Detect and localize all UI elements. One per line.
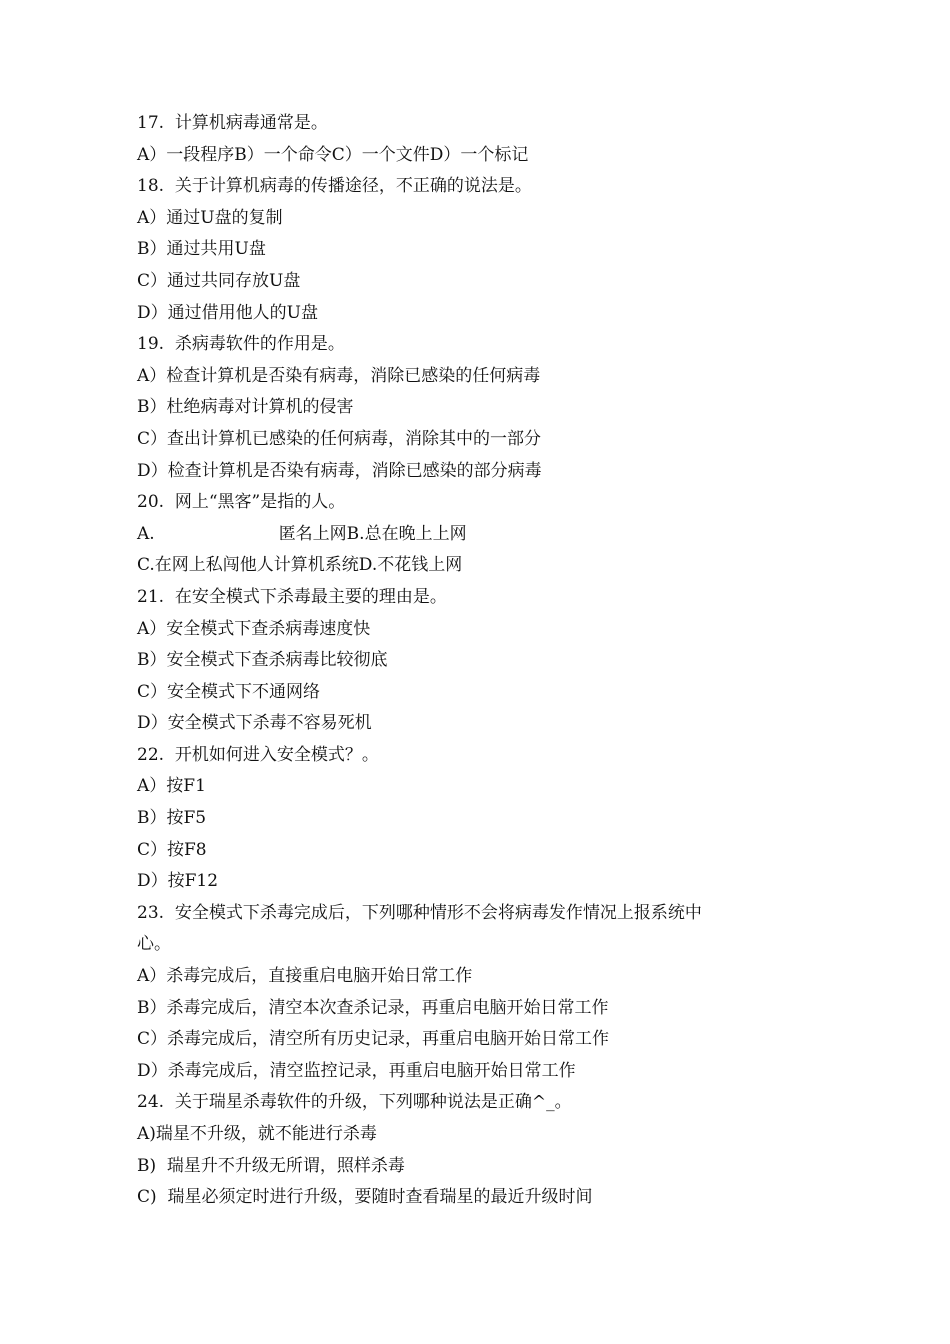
- question-23-option-c: C）杀毒完成后，清空所有历史记录，再重启电脑开始日常工作: [137, 1029, 610, 1050]
- question-22-option-b: B）按F5: [137, 808, 207, 829]
- question-21-option-a: A）安全模式下查杀病毒速度快: [137, 618, 371, 639]
- question-23: 23. 安全模式下杀毒完成后，下列哪种情形不会将病毒发作情况上报系统中: [137, 902, 702, 923]
- question-24-option-c: C) 瑞星必须定时进行升级，要随时查看瑞星的最近升级时间: [137, 1187, 593, 1208]
- question-23-option-a: A）杀毒完成后，直接重启电脑开始日常工作: [137, 966, 473, 987]
- question-23-continuation: 心。: [137, 934, 171, 955]
- question-21-option-b: B）安全模式下查杀病毒比较彻底: [137, 650, 388, 671]
- question-20-options-cd: C.在网上私闯他人计算机系统D.不花钱上网: [137, 555, 463, 576]
- question-23-option-d: D）杀毒完成后，清空监控记录，再重启电脑开始日常工作: [137, 1060, 576, 1081]
- question-19: 19. 杀病毒软件的作用是。: [137, 334, 345, 355]
- question-21: 21. 在安全模式下杀毒最主要的理由是。: [137, 586, 447, 607]
- question-21-option-c: C）安全模式下不通网络: [137, 681, 321, 702]
- question-22-option-d: D）按F12: [137, 871, 219, 892]
- question-23-option-b: B）杀毒完成后，清空本次查杀记录，再重启电脑开始日常工作: [137, 997, 609, 1018]
- question-20: 20. 网上“黑客”是指的人。: [137, 492, 346, 513]
- question-22: 22. 开机如何进入安全模式？。: [137, 744, 379, 765]
- question-20-options-ab: [137, 519, 817, 551]
- question-18-option-b: B）通过共用U盘: [137, 239, 266, 260]
- question-24-option-a: A)瑞星不升级，就不能进行杀毒: [137, 1124, 377, 1144]
- question-17: 17. 计算机病毒通常是。: [137, 113, 328, 133]
- question-21-option-d: D）安全模式下杀毒不容易死机: [137, 713, 372, 734]
- question-list: [137, 108, 817, 1214]
- question-19-option-a: A）检查计算机是否染有病毒，消除已感染的任何病毒: [137, 365, 541, 386]
- question-19-option-b: B）杜绝病毒对计算机的侵害: [137, 397, 354, 418]
- question-20-option-a-label: A.: [137, 523, 155, 544]
- question-19-option-d: D）检查计算机是否染有病毒，消除已感染的部分病毒: [137, 460, 542, 481]
- question-22-option-a: A）按F1: [137, 776, 206, 797]
- question-20-option-a-b-text: 匿名上网B.总在晚上上网: [278, 523, 467, 544]
- question-18-option-a: A）通过U盘的复制: [137, 207, 283, 228]
- question-24: 24. 关于瑞星杀毒软件的升级，下列哪种说法是正确^_。: [137, 1092, 572, 1113]
- question-22-option-c: C）按F8: [137, 839, 207, 860]
- question-18-option-d: D）通过借用他人的U盘: [137, 302, 318, 323]
- question-17-options: A）一段程序B）一个命令C）一个文件D）一个标记: [137, 144, 529, 165]
- question-18-option-c: C）通过共同存放U盘: [137, 270, 301, 291]
- question-24-option-b: B) 瑞星升不升级无所谓，照样杀毒: [137, 1155, 405, 1176]
- question-19-option-c: C）查出计算机已感染的任何病毒，消除其中的一部分: [137, 428, 542, 449]
- question-18: 18. 关于计算机病毒的传播途径，不正确的说法是。: [137, 176, 532, 197]
